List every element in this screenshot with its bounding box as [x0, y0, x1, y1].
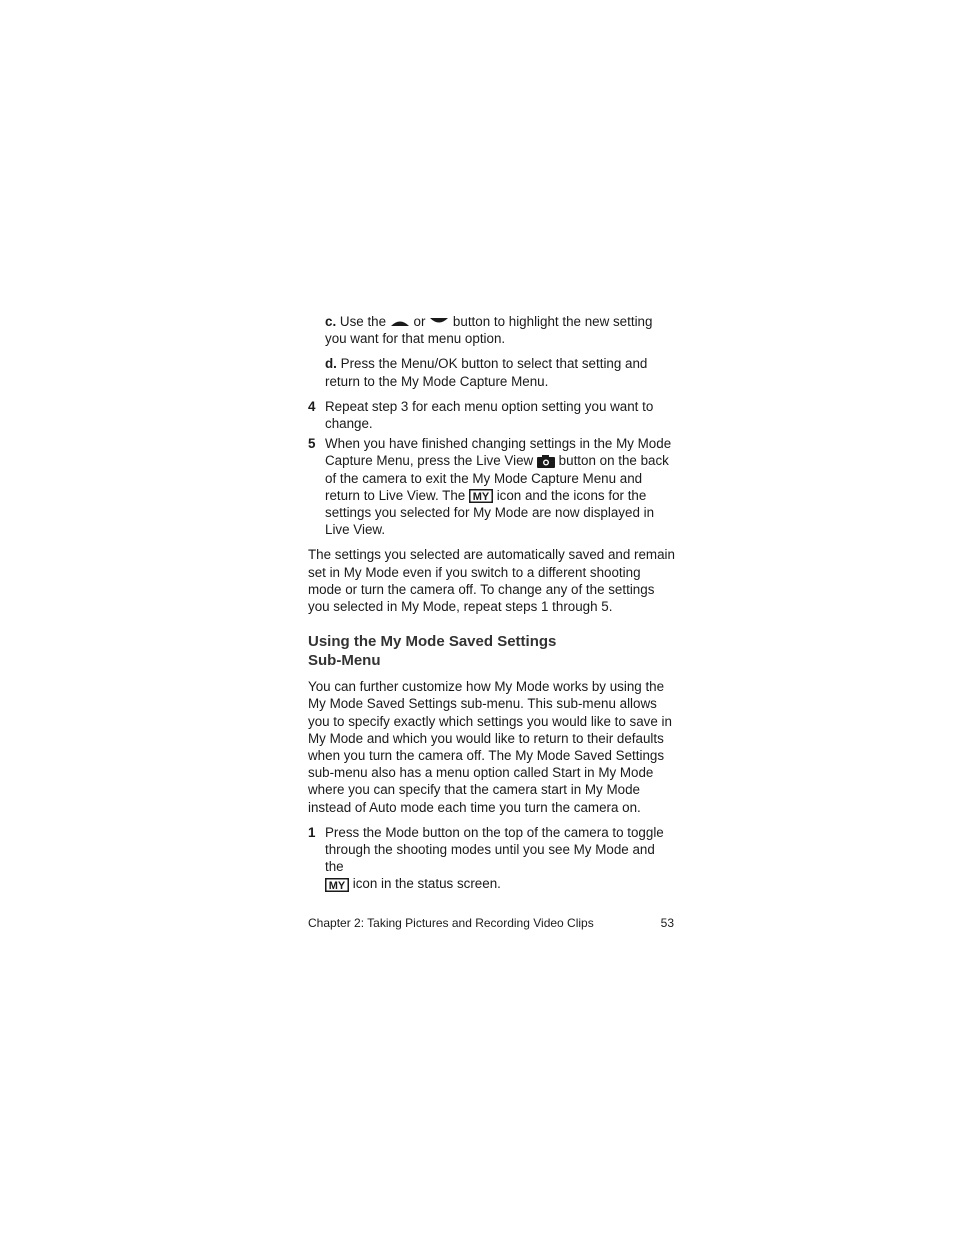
ui-term: Start in My Mode [552, 765, 654, 781]
ui-term: My Mode Capture Menu [400, 373, 545, 389]
page-number: 53 [660, 916, 674, 930]
chapter-title: Chapter 2: Taking Pictures and Recording Video Clips [308, 916, 594, 930]
ui-term: My Mode [494, 679, 550, 695]
ui-term: My Mode Capture Menu [472, 470, 617, 486]
page-content [308, 313, 676, 896]
step-4: 4 Repeat step 3 for each menu option setting you want to change. [308, 398, 654, 432]
ui-term: My Mode [343, 564, 399, 580]
paragraph-saved-settings: The settings you selected are automatically saved and remain set in My Mode even if you switch to a different shooting mode or turn the camera off. To change any of the settings you selected in My Mode, repeat steps 1 through 5. [308, 547, 675, 615]
down-arrow-icon [429, 316, 449, 328]
step-1: 1 Press the Mode button on the top of the camera to toggle through the shooting modes until you see My Mode and the MY icon in the status screen. [308, 824, 664, 892]
step-number: 4 [308, 398, 316, 414]
sub-step-d: d. Press the Menu/OK button to select that setting and return to the My Mode Capture Menu. [325, 356, 648, 389]
sub-step-c: c. Use the or button to highlight the new setting you want for that menu option. [325, 314, 653, 347]
step-5: 5 When you have finished changing settings in the My Mode Capture Menu, press the Live View button on the back of the camera to exit the My Mode Capture Menu and return to Live View. The MY icon and the icons for the settings you selected for My Mode are now displayed in Live View. [308, 436, 672, 538]
ui-term: Auto [369, 799, 397, 815]
sub-step-letter: d. [325, 356, 337, 372]
ui-term: My Mode [584, 782, 640, 798]
sub-step-letter: c. [325, 314, 337, 329]
paragraph-sub-menu: You can further customize how My Mode works by using the My Mode Saved Settings sub-menu. This sub-menu allows you to specify exactly which settings you would like to save in My Mode and which you would like to return to their defaults when you turn the camera off. The My Mode Saved Settings sub-menu also has a menu option called Start in My Mode where you can specify that the camera start in My Mode instead of Auto mode each time you turn the camera on. [308, 679, 672, 815]
ui-term: My Mode Saved Settings [515, 748, 665, 764]
ui-term: My Mode [573, 842, 629, 858]
ui-term: My Mode [401, 599, 457, 615]
ui-term: Live View [378, 487, 435, 503]
svg-text:MY: MY [328, 879, 346, 892]
ui-term: My Mode Saved Settings [308, 696, 457, 712]
step-number: 1 [308, 824, 316, 840]
ui-term: My Mode Capture Menu [325, 436, 672, 469]
svg-text:MY: MY [472, 491, 490, 504]
camera-icon [537, 455, 555, 468]
ui-term: Menu/OK [400, 356, 458, 372]
ui-term: Live View [476, 453, 534, 469]
ui-term: My Mode [308, 730, 364, 746]
step-number: 5 [308, 436, 316, 452]
my-mode-icon [469, 489, 493, 503]
ui-term: Live View [325, 522, 382, 538]
up-arrow-icon [390, 316, 410, 328]
ui-term: My Mode [473, 505, 529, 521]
section-heading: Using the My Mode Saved Settings Sub-Menu [308, 633, 557, 670]
my-mode-icon [325, 878, 349, 892]
ui-term: Mode [385, 824, 419, 840]
